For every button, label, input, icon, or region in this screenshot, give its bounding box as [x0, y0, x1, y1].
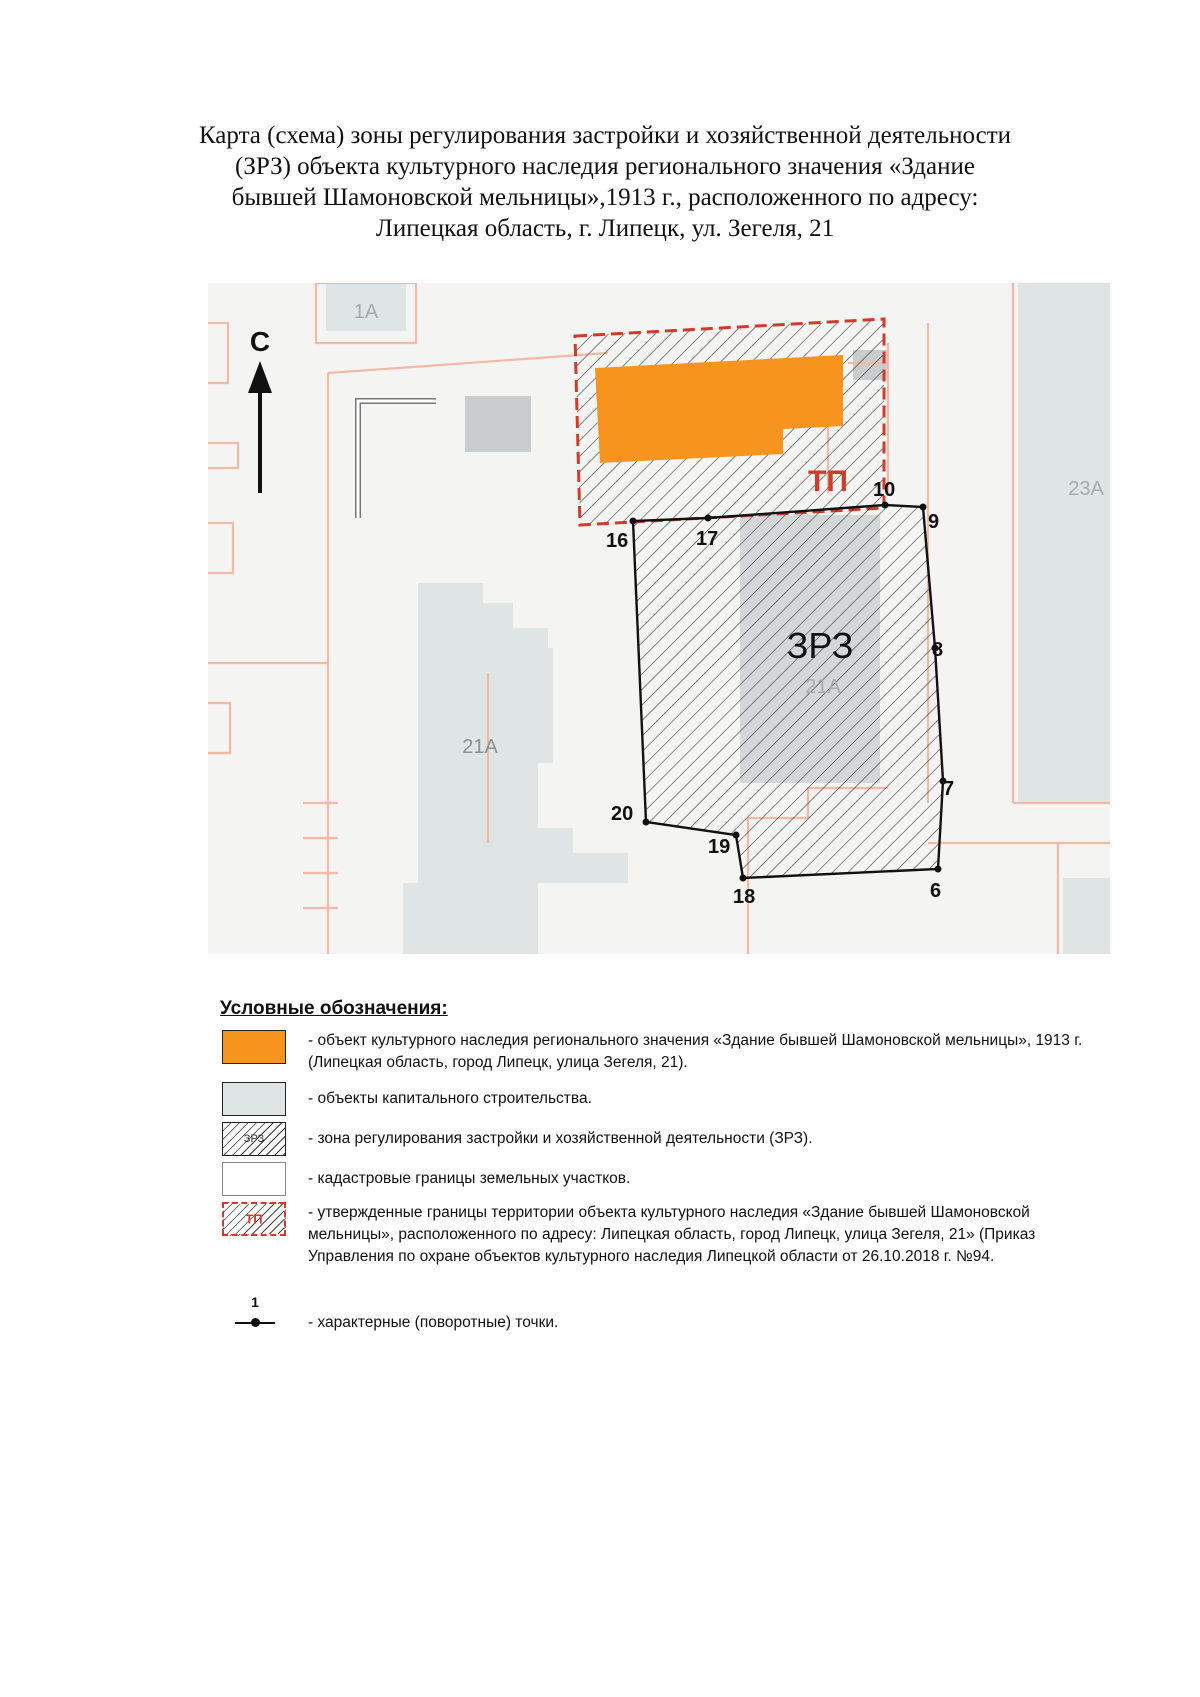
legend — [220, 998, 1120, 1342]
point-10-marker — [882, 502, 889, 509]
map-canvas — [208, 283, 1110, 954]
point-10-label: 10 — [873, 479, 896, 501]
point-16-marker — [630, 518, 637, 525]
swatch-tp-label: ТП — [245, 1211, 263, 1227]
map-title — [150, 120, 1060, 244]
title-line-4: Липецкая область, г. Липецк, ул. Зегеля, 21 — [375, 215, 835, 242]
legend-item-zrz — [220, 1118, 1120, 1154]
legend-item-tp — [220, 1198, 1120, 1290]
label-1a: 1А — [353, 301, 379, 323]
turning-point-symbol-number: 1 — [251, 1294, 259, 1310]
turning-point-symbol-icon — [230, 1294, 280, 1334]
title-line-1: Карта (схема) зоны регулирования застройки и хозяйственной деятельности — [198, 122, 1012, 149]
legend-text-capital: - объекты капитального строительства. — [308, 1090, 592, 1107]
swatch-heritage — [222, 1030, 286, 1064]
legend-item-capital — [220, 1078, 1120, 1114]
point-16-label: 16 — [606, 530, 629, 552]
legend-text-heritage: - объект культурного наследия регионального значения «Здание бывшей Шамоновской мельницы», 1913 г. (Липецкая область, город Липецк, улица Зегеля, 21). — [308, 1032, 1083, 1071]
legend-text-cadastral: - кадастровые границы земельных участков. — [308, 1170, 631, 1187]
building-bottom-right — [1063, 878, 1110, 954]
label-zrz: ЗРЗ — [786, 625, 854, 666]
label-21a-left: 21А — [462, 736, 498, 758]
point-9-marker — [920, 504, 927, 511]
title-line-2: (ЗРЗ) объекта культурного наследия регионального значения «Здание — [235, 153, 975, 180]
point-20-marker — [643, 819, 650, 826]
point-6-label: 6 — [930, 880, 942, 902]
point-19-label: 19 — [708, 836, 731, 858]
label-23a: 23А — [1068, 478, 1104, 500]
swatch-capital — [222, 1082, 286, 1116]
swatch-zrz-label: ЗРЗ — [243, 1133, 265, 1145]
legend-text-zrz: - зона регулирования застройки и хозяйственной деятельности (ЗРЗ). — [308, 1130, 813, 1147]
zrz-zone — [633, 505, 943, 878]
legend-text-tp: - утвержденные границы территории объекта культурного наследия «Здание бывшей Шамоновской мельницы», расположенного по адресу: Липецкая область, город Липецк, улица Зегеля, 21» (Приказ Управления по охране объектов культурного наследия Липецкой области от 26.10.2018 г. №94. — [308, 1204, 1036, 1265]
legend-item-cadastral — [220, 1158, 1120, 1194]
building-23a — [1018, 283, 1110, 803]
swatch-cadastral — [222, 1162, 286, 1196]
site-map — [208, 283, 1110, 954]
point-7-label: 7 — [943, 778, 955, 800]
swatch-zrz — [222, 1122, 286, 1156]
legend-item-points — [220, 1294, 1120, 1338]
legend-heading: Условные обозначения: — [220, 998, 448, 1019]
point-17-marker — [705, 515, 712, 522]
point-20-label: 20 — [611, 803, 634, 825]
point-18-label: 18 — [733, 886, 756, 908]
point-19-marker — [733, 832, 740, 839]
building-small — [465, 396, 531, 452]
point-6-marker — [935, 866, 942, 873]
point-17-label: 17 — [696, 528, 719, 550]
swatch-tp — [222, 1202, 286, 1236]
north-label: С — [249, 326, 271, 357]
point-9-label: 9 — [928, 511, 940, 533]
legend-item-heritage — [220, 1026, 1120, 1074]
title-line-3: бывшей Шамоновской мельницы»,1913 г., расположенного по адресу: — [231, 184, 979, 211]
label-tp: ТП — [808, 465, 848, 498]
point-8-label: 8 — [932, 639, 944, 661]
legend-text-points: - характерные (поворотные) точки. — [308, 1314, 559, 1331]
point-18-marker — [740, 875, 747, 882]
label-21a-center: 21А — [805, 676, 841, 698]
